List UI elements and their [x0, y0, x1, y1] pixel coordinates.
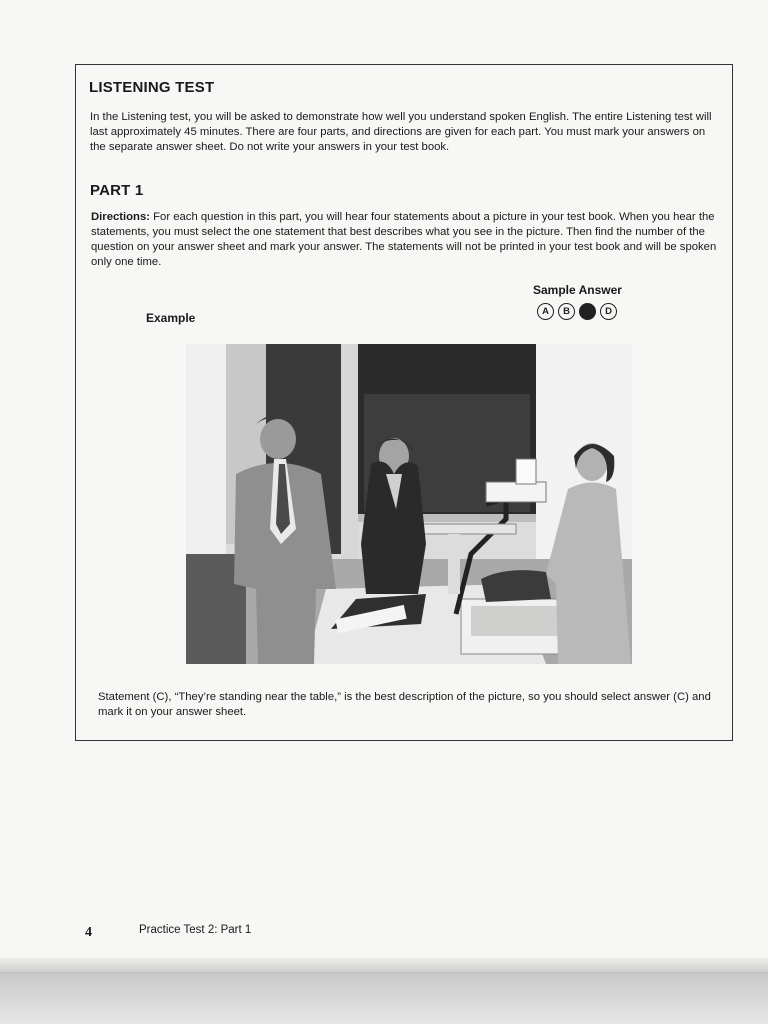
answer-bubble-a: A — [537, 303, 554, 320]
answer-bubble-d: D — [600, 303, 617, 320]
page-edge — [0, 958, 768, 972]
example-photo — [186, 344, 632, 664]
directions-label: Directions: — [91, 211, 151, 223]
page-number: 4 — [85, 925, 92, 940]
background — [0, 972, 768, 1024]
listening-intro: In the Listening test, you will be asked to demonstrate how well you understand spoken English. The entire Listening test will last approximately 45 minutes. There are four parts, and directions are given for each part. You must mark your answers on the separate answer sheet. Do not write your answers in your test book. — [90, 111, 712, 153]
example-statement: Statement (C), “They’re standing near the table,” is the best description of the picture, so you should select answer (C) and mark it on your answer sheet. — [98, 691, 711, 718]
sample-answer-bubbles — [537, 303, 617, 320]
answer-bubble-c-filled: C — [579, 303, 596, 320]
directions-text: For each question in this part, you will hear four statements about a picture in your test book. When you hear the statements, you must select the one statement that best describes what you see in the picture. Then find the number of the question on your answer sheet and mark your answer. The statements will not be printed in your test book and will be spoken only one time. — [91, 211, 717, 268]
footer-title: Practice Test 2: Part 1 — [139, 924, 252, 936]
example-label: Example — [146, 311, 196, 325]
sample-answer-title: Sample Answer — [533, 283, 622, 297]
answer-bubble-b: B — [558, 303, 575, 320]
part-title: PART 1 — [90, 182, 144, 199]
directions-paragraph — [91, 210, 719, 270]
section-title: LISTENING TEST — [89, 79, 215, 96]
